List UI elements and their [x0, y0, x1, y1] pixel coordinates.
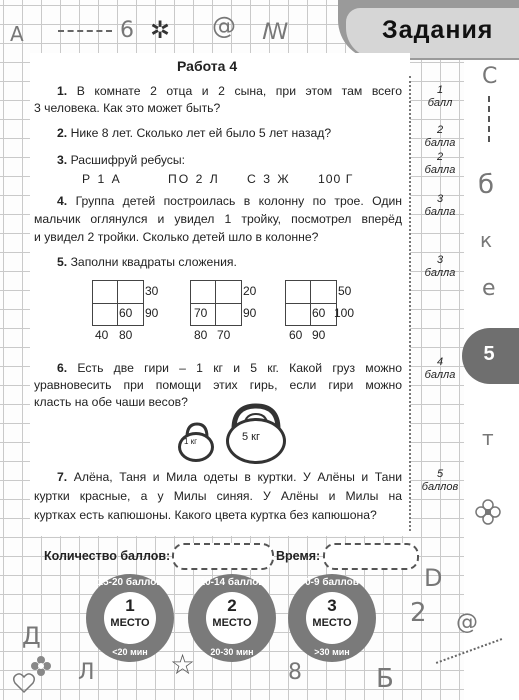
- deco-letter-t: т: [482, 426, 494, 450]
- task-4-text-1: Группа детей построилась в колонну по трое. Один: [75, 194, 402, 208]
- score-3-number: 2: [436, 151, 444, 163]
- square-3-row-sum-1: 50: [338, 284, 352, 298]
- task-7-number: 7.: [57, 470, 68, 484]
- medal-3-number: 3: [327, 596, 337, 615]
- square-2-row-sum-1: 20: [243, 284, 257, 298]
- square-2-col-sum-1: 80: [194, 328, 208, 342]
- rebus-4: 100 Г: [318, 172, 354, 186]
- score-1-number: 1: [436, 84, 444, 96]
- score-5-number: 3: [436, 254, 444, 266]
- score-4-number: 3: [436, 193, 444, 205]
- square-1-col-sum-2: 80: [119, 328, 133, 342]
- score-6-number: 4: [436, 356, 444, 368]
- medal-2-place: МЕСТО: [212, 617, 252, 629]
- dotted-divider: [409, 76, 411, 531]
- score-3-word: балла: [424, 164, 456, 176]
- page-title: Задания: [382, 16, 494, 44]
- medal-place-1: [86, 574, 174, 662]
- square-1-row-sum-2: 90: [145, 306, 159, 320]
- square-2-col-sum-2: 70: [217, 328, 231, 342]
- task-3-number: 3.: [57, 153, 68, 167]
- score-4-word: балла: [424, 206, 456, 218]
- rebus-2: ПО 2 Л: [168, 172, 220, 186]
- square-3-col-sum-1: 60: [289, 328, 303, 342]
- addition-square-1: [92, 280, 144, 326]
- square-3-row-sum-2: 100: [334, 306, 355, 320]
- task-7-line-1: [57, 468, 402, 487]
- medal-1-center: [104, 592, 156, 644]
- flower-icon: [474, 498, 502, 526]
- deco-digit-eight: 8: [288, 660, 302, 685]
- time-label: Время:: [276, 549, 321, 563]
- medal-3-center: [306, 592, 358, 644]
- task-4-line-3: и увидел 2 тройки. Сколько детей шло в колонне?: [34, 230, 319, 244]
- square-1-cell-4: 60: [119, 306, 133, 320]
- deco-dash-line: [58, 30, 112, 32]
- task-2-text: Нике 8 лет. Сколько лет ей было 5 лет назад?: [70, 126, 332, 140]
- medal-1-place: МЕСТО: [110, 617, 150, 629]
- medal-1-range: 15-20 баллов: [97, 577, 163, 588]
- square-3-col-sum-2: 90: [312, 328, 326, 342]
- deco-letter-b: б: [478, 170, 495, 200]
- medal-2-center: [206, 592, 258, 644]
- task-5-line-1: [57, 253, 237, 272]
- score-task-4: [418, 193, 462, 219]
- score-1-word: балл: [427, 97, 453, 109]
- score-task-7: [418, 468, 462, 494]
- task-4-line-1: [57, 192, 402, 211]
- square-1-col-sum-1: 40: [95, 328, 109, 342]
- weight-1kg-label: 1 кг: [184, 437, 198, 446]
- score-7-word: баллов: [421, 481, 459, 493]
- deco-digit-two: 2: [410, 598, 427, 628]
- deco-letter-d: Д: [22, 622, 41, 650]
- deco-letter-k: к: [480, 228, 493, 252]
- medal-3-place: МЕСТО: [312, 617, 352, 629]
- deco-letter-a: A: [10, 22, 24, 46]
- task-6-line-3: класть на обе чаши весов?: [34, 395, 188, 409]
- square-3-cell-4: 60: [312, 306, 326, 320]
- weight-5kg-label: 5 кг: [242, 431, 260, 443]
- deco-letter-s: С: [482, 64, 498, 89]
- medal-3-range: 0-9 баллов: [305, 577, 359, 588]
- medal-1-time: <20 мин: [112, 647, 148, 657]
- score-task-1: [418, 84, 462, 110]
- deco-vertical-dash: [488, 96, 490, 142]
- task-4-number: 4.: [57, 194, 68, 208]
- rebus-3: С 3 Ж: [247, 172, 291, 186]
- medal-1-number: 1: [125, 596, 135, 615]
- square-2-cell-3: 70: [194, 306, 208, 320]
- deco-at-icon: @: [212, 12, 236, 40]
- square-2-row-sum-2: 90: [243, 306, 257, 320]
- score-task-5: [418, 254, 462, 280]
- score-2-word: балла: [424, 137, 456, 149]
- medal-place-2: [188, 574, 276, 662]
- deco-asterisk-icon: ✲: [150, 16, 171, 44]
- score-task-3: [418, 151, 462, 177]
- star-icon: ☆: [170, 648, 196, 681]
- score-5-word: балла: [424, 267, 456, 279]
- task-6-text-1: Есть две гири – 1 кг и 5 кг. Какой груз можно: [77, 361, 402, 375]
- deco-digit-six: 6: [120, 18, 134, 43]
- points-field[interactable]: [172, 543, 274, 570]
- task-7-text-1: Алёна, Таня и Мила одеты в куртки. У Алёны и Тани: [73, 470, 403, 484]
- medal-2-time: 20-30 мин: [210, 647, 254, 657]
- task-5-text: Заполни квадраты сложения.: [70, 255, 237, 269]
- task-5-number: 5.: [57, 255, 68, 269]
- medal-3-time: >30 мин: [314, 647, 350, 657]
- task-1-line-2: 3 человека. Как это может быть?: [34, 101, 221, 115]
- task-6-line-2: уравновесить при помощи этих гирь, если гири можно: [34, 378, 402, 392]
- points-label: Количество баллов:: [44, 549, 171, 563]
- task-7-line-3: куртках есть капюшоны. Какого цвета куртка без капюшона?: [34, 508, 377, 522]
- score-2-number: 2: [436, 124, 444, 136]
- medal-2-number: 2: [227, 596, 237, 615]
- task-1-number: 1.: [57, 84, 68, 98]
- rebus-1: Р 1 А: [82, 172, 122, 186]
- deco-letter-l: Л: [78, 660, 95, 685]
- score-task-2: [418, 124, 462, 150]
- score-6-word: балла: [424, 369, 456, 381]
- medal-2-range: 10-14 баллов: [199, 577, 265, 588]
- deco-scribble-icon: ꟿ: [262, 20, 289, 45]
- work-title: Работа 4: [177, 58, 238, 74]
- grade-label: 5: [483, 343, 495, 365]
- task-2-line-1: [57, 124, 331, 143]
- square-1-row-sum-1: 30: [145, 284, 159, 298]
- medal-place-3: [288, 574, 376, 662]
- deco-at-icon-bottom: @: [456, 610, 478, 635]
- task-2-number: 2.: [57, 126, 68, 140]
- deco-letter-d-latin: D: [424, 564, 443, 592]
- task-1-text-1: В комнате 2 отца и 2 сына, при этом там всего: [76, 84, 402, 98]
- score-7-number: 5: [436, 468, 444, 480]
- time-field[interactable]: [323, 543, 419, 570]
- task-3-line-1: [57, 151, 185, 170]
- addition-square-3: [285, 280, 337, 326]
- deco-letter-be: Б: [376, 664, 394, 694]
- task-4-line-2: мальчик оглянулся и увидел 1 тройку, посмотрел вперёд: [34, 212, 402, 226]
- task-6-number: 6.: [57, 361, 68, 375]
- score-task-6: [418, 356, 462, 382]
- task-7-line-2: куртки красные, а у Милы синяя. У Алёны и Милы на: [34, 489, 402, 503]
- flower-icon: [30, 655, 52, 677]
- task-3-text: Расшифруй ребусы:: [70, 153, 186, 167]
- deco-letter-e: е: [482, 276, 496, 301]
